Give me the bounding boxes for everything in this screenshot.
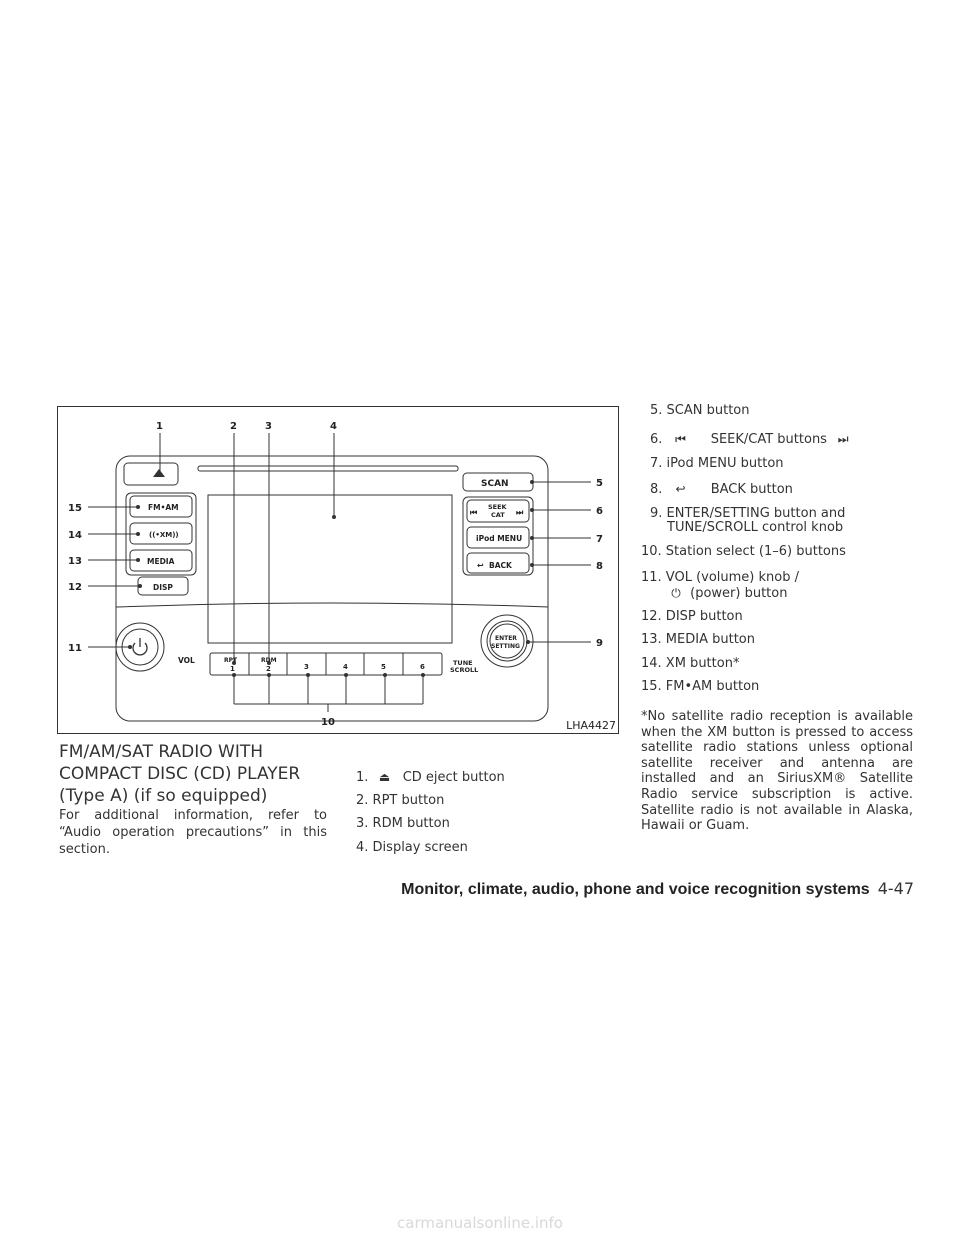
cd-slot (198, 466, 458, 471)
callout-15: 15 (68, 503, 82, 514)
label-seek: SEEK (488, 503, 507, 511)
list-item-6: 6. ⏮ SEEK/CAT buttons ⏭ (650, 431, 851, 448)
label-scroll: SCROLL (450, 666, 479, 674)
preset-3: 3 (304, 663, 309, 671)
callout-2: 2 (230, 421, 237, 432)
footnote: *No satellite radio reception is available when the XM button is pressed to access satellite radio stations unless optional satellite receiver and antenna are installed and an SiriusXM® Satellite Radio service subscription is active. Satellite radio is not available in Alaska, Hawaii or Guam. (641, 709, 913, 834)
list-item-7: 7. iPod MENU button (650, 456, 784, 471)
callout-9: 9 (596, 638, 603, 649)
preset-5: 5 (381, 663, 386, 671)
list-item-11-line-2: ⏻ (power) button (668, 585, 787, 602)
label-scan: SCAN (481, 479, 509, 489)
eject-icon (153, 469, 165, 477)
label-cat: CAT (491, 511, 505, 519)
seek-prev-icon: ⏮ (470, 508, 478, 517)
preset-6: 6 (420, 663, 425, 671)
callout-11: 11 (68, 643, 82, 654)
figure-code: LHA4427 (566, 719, 616, 732)
list-item-11-line-1: 11. VOL (volume) knob / (641, 570, 799, 585)
list-item-8: 8. ↩ BACK button (650, 482, 793, 497)
label-rpt: RPT (224, 657, 238, 664)
footer-section-title: Monitor, climate, audio, phone and voice recognition systems (401, 881, 870, 898)
radio-figure (57, 406, 619, 734)
lower-panel-line (116, 603, 548, 607)
power-icon (133, 638, 147, 655)
label-tune: TUNE (453, 659, 473, 667)
preset-4: 4 (343, 663, 348, 671)
callout-14: 14 (68, 530, 82, 541)
callout-4: 4 (330, 421, 337, 432)
label-vol: VOL (178, 656, 195, 665)
label-xm: ((•XM)) (149, 531, 179, 539)
label-ipod-menu: iPod MENU (476, 534, 523, 543)
label-enter: ENTER (495, 635, 517, 642)
callout-13: 13 (68, 556, 82, 567)
eject-button-shape (124, 463, 178, 485)
list-item-13: 13. MEDIA button (641, 632, 755, 647)
power-icon: ⏻ (671, 586, 681, 600)
callout-1: 1 (156, 421, 163, 432)
list-item-2: 2. RPT button (356, 793, 445, 808)
back-arrow-icon: ↩ (675, 482, 686, 496)
page-number: 4-47 (877, 879, 914, 898)
radio-diagram (58, 407, 618, 733)
list-item-15: 15. FM•AM button (641, 679, 760, 694)
list-item-9-line-2: TUNE/SCROLL control knob (667, 520, 844, 535)
seek-prev-icon: ⏮ (675, 432, 686, 446)
label-disp: DISP (153, 583, 173, 592)
eject-icon: ⏏ (378, 770, 391, 784)
callout-5: 5 (596, 478, 603, 489)
display-screen (208, 495, 452, 643)
list-item-14: 14. XM button* (641, 656, 740, 671)
list-item-10: 10. Station select (1–6) buttons (641, 544, 846, 559)
callout-6: 6 (596, 506, 603, 517)
label-fm-am: FM•AM (148, 503, 179, 512)
callout-10: 10 (321, 717, 335, 728)
list-item-5: 5. SCAN button (650, 403, 750, 418)
list-item-3: 3. RDM button (356, 816, 450, 831)
callout-3: 3 (265, 421, 272, 432)
label-rdm: RDM (261, 657, 277, 664)
seek-next-icon: ⏭ (516, 508, 524, 517)
callout-8: 8 (596, 561, 603, 572)
heading-line-2: COMPACT DISC (CD) PLAYER (59, 764, 301, 784)
heading-line-3: (Type A) (if so equipped) (59, 786, 268, 806)
label-back: BACK (489, 561, 512, 570)
list-item-12: 12. DISP button (641, 609, 743, 624)
label-setting: SETTING (491, 643, 520, 650)
preset-2: 2 (266, 665, 271, 673)
label-media: MEDIA (147, 557, 175, 566)
watermark: carmanualsonline.info (397, 1214, 563, 1232)
page-footer (401, 879, 914, 899)
callout-7: 7 (596, 534, 603, 545)
list-item-9-line-1: 9. ENTER/SETTING button and (650, 506, 846, 521)
list-item-4: 4. Display screen (356, 840, 468, 855)
intro-paragraph: For additional information, refer to “Audio operation precautions” in this section. (59, 808, 327, 857)
list-item-1: 1. ⏏ CD eject button (356, 770, 505, 785)
seek-next-icon: ⏭ (837, 432, 849, 446)
back-arrow-icon: ↩ (477, 561, 484, 570)
heading-line-1: FM/AM/SAT RADIO WITH (59, 742, 264, 762)
callout-12: 12 (68, 582, 82, 593)
preset-1: 1 (230, 665, 235, 673)
section-heading (59, 741, 349, 807)
